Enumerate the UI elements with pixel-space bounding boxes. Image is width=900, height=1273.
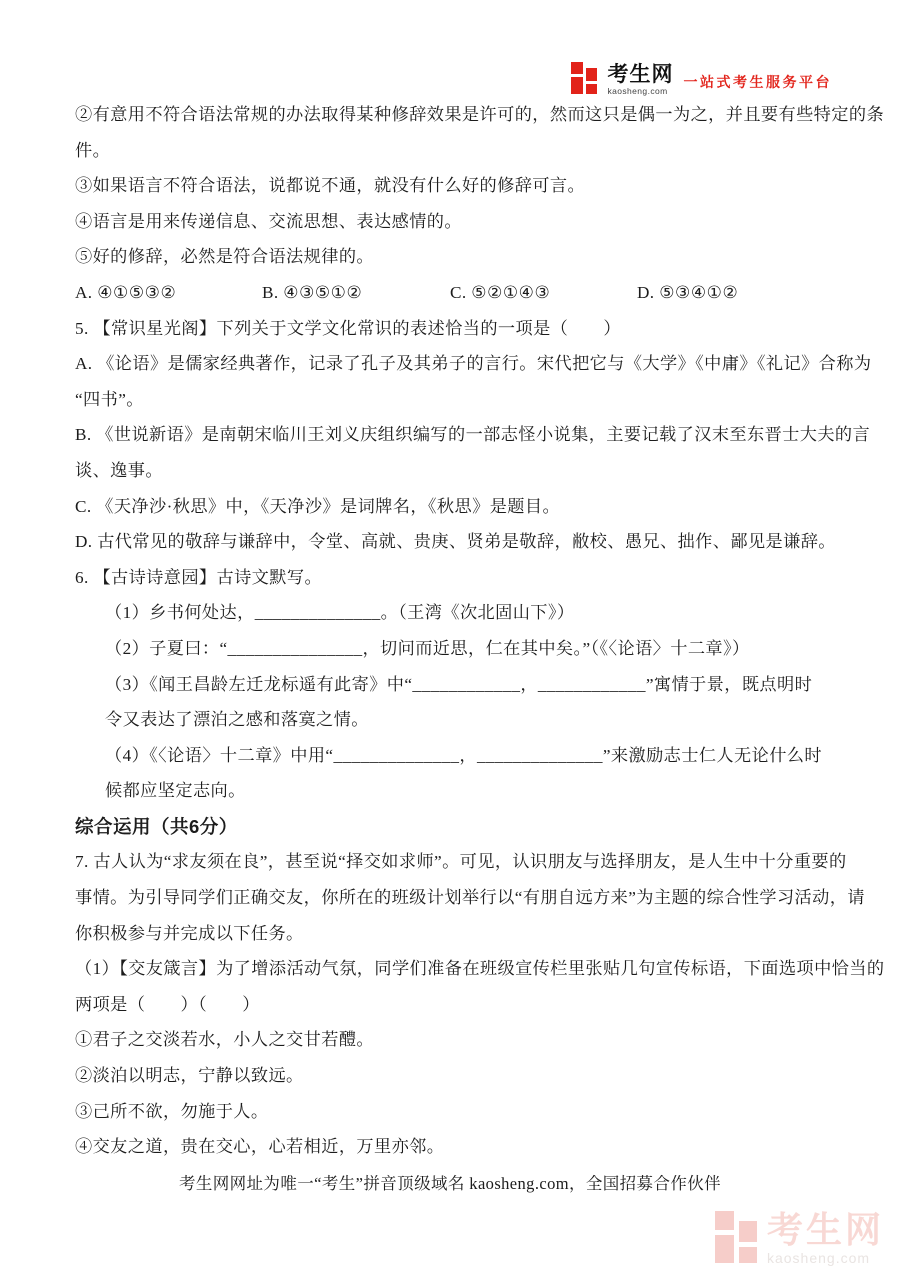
task-1-stem: （1）【交友箴言】为了增添活动气氛，同学们准备在班级宣传栏里张贴几句宣传标语，下面选项中恰当的 [75, 959, 885, 979]
text-line: 你积极参与并完成以下任务。 [75, 923, 304, 943]
text-line: ②有意用不符合语法常规的办法取得某种修辞效果是许可的，然而这只是偶一为之，并且要有些特定的条 [75, 105, 885, 124]
kaosheng-logo-icon [571, 62, 598, 95]
question-7-stem: 7. 古人认为“求友须在良”，甚至说“择交如求师”。可见，认识朋友与选择朋友，是人生中十分重要的 [75, 852, 847, 872]
text-line: C. 《天净沙·秋思》中，《天净沙》是词牌名，《秋思》是题目。 [75, 496, 561, 516]
watermark-text-block [766, 1208, 884, 1266]
text-line: ①君子之交淡若水，小人之交甘若醴。 [75, 1030, 374, 1050]
blank-fill-line: （3）《闻王昌龄左迁龙标遥有此寄》中“____________，____________”寓情于景，既点明时 [105, 674, 813, 694]
text-line: ④语言是用来传递信息、交流思想、表达感情的。 [75, 211, 462, 231]
text-line: ③己所不欲，勿施于人。 [75, 1101, 269, 1121]
text-line: 事情。为引导同学们正确交友，你所在的班级计划举行以“有朋自远方来”为主题的综合性学习活动，请 [75, 888, 865, 908]
question-5-stem: 5. 【常识星光阁】下列关于文学文化常识的表述恰当的一项是（ ） [75, 318, 622, 338]
text-line: 候都应坚定志向。 [105, 781, 246, 801]
section-heading: 综合运用（共6分） [75, 815, 238, 837]
watermark-domain: kaosheng.com [766, 1249, 871, 1266]
answer-options-row [75, 275, 836, 311]
kaosheng-logo [571, 62, 833, 95]
text-line: ②淡泊以明志，宁静以致远。 [75, 1066, 304, 1086]
option-b: B. ④③⑤①② [262, 282, 363, 302]
text-line: D. 古代常见的敬辞与谦辞中，令堂、高就、贵庚、贤弟是敬辞，敝校、愚兄、拙作、鄙见是谦辞。 [75, 532, 836, 552]
text-line: B. 《世说新语》是南朝宋临川王刘义庆组织编写的一部志怪小说集，主要记载了汉末至东晋士大夫的言 [75, 425, 871, 445]
watermark-name: 考生网 [766, 1208, 884, 1250]
kaosheng-watermark-icon [715, 1211, 759, 1265]
text-line: 令又表达了漂泊之感和落寞之情。 [105, 710, 369, 730]
brand-name-block [608, 64, 674, 96]
blank-fill-line: （1）乡书何处达，______________。（王湾《次北固山下》） [105, 603, 575, 623]
text-line: “四书”。 [75, 389, 144, 409]
brand-tagline: 一站式考生服务平台 [683, 74, 832, 90]
text-line: ③如果语言不符合语法，说都说不通，就没有什么好的修辞可言。 [75, 176, 586, 196]
question-6-stem: 6. 【古诗诗意园】古诗文默写。 [75, 567, 323, 587]
footer-note: 考生网网址为唯一“考生”拼音顶级域名 kaosheng.com，全国招募合作伙伴 [178, 1174, 722, 1193]
option-d: D. ⑤③④①② [637, 282, 739, 302]
brand-domain: kaosheng.com [607, 85, 668, 96]
text-line: ④交友之道，贵在交心，心若相近，万里亦邻。 [75, 1137, 445, 1157]
text-line: 谈、逸事。 [75, 460, 163, 480]
text-line: 件。 [75, 140, 111, 160]
blank-fill-line: （2）子夏曰：“_______________，切问而近思，仁在其中矣。”（《〈论语〉十二章》） [105, 638, 750, 658]
brand-name: 考生网 [607, 62, 674, 86]
kaosheng-watermark [715, 1208, 884, 1266]
blank-fill-line: （4）《〈论语〉十二章》中用“______________，______________”来激励志士仁人无论什么时 [105, 745, 822, 765]
text-line: A. 《论语》是儒家经典著作，记录了孔子及其弟子的言行。宋代把它与《大学》《中庸》《礼记》合称为 [75, 354, 872, 374]
option-c: C. ⑤②①④③ [450, 282, 551, 302]
document-body [75, 97, 885, 1165]
option-a: A. ④①⑤③② [75, 282, 177, 302]
text-line: ⑤好的修辞，必然是符合语法规律的。 [75, 247, 374, 267]
text-line: 两项是（ ）（ ） [75, 994, 260, 1014]
